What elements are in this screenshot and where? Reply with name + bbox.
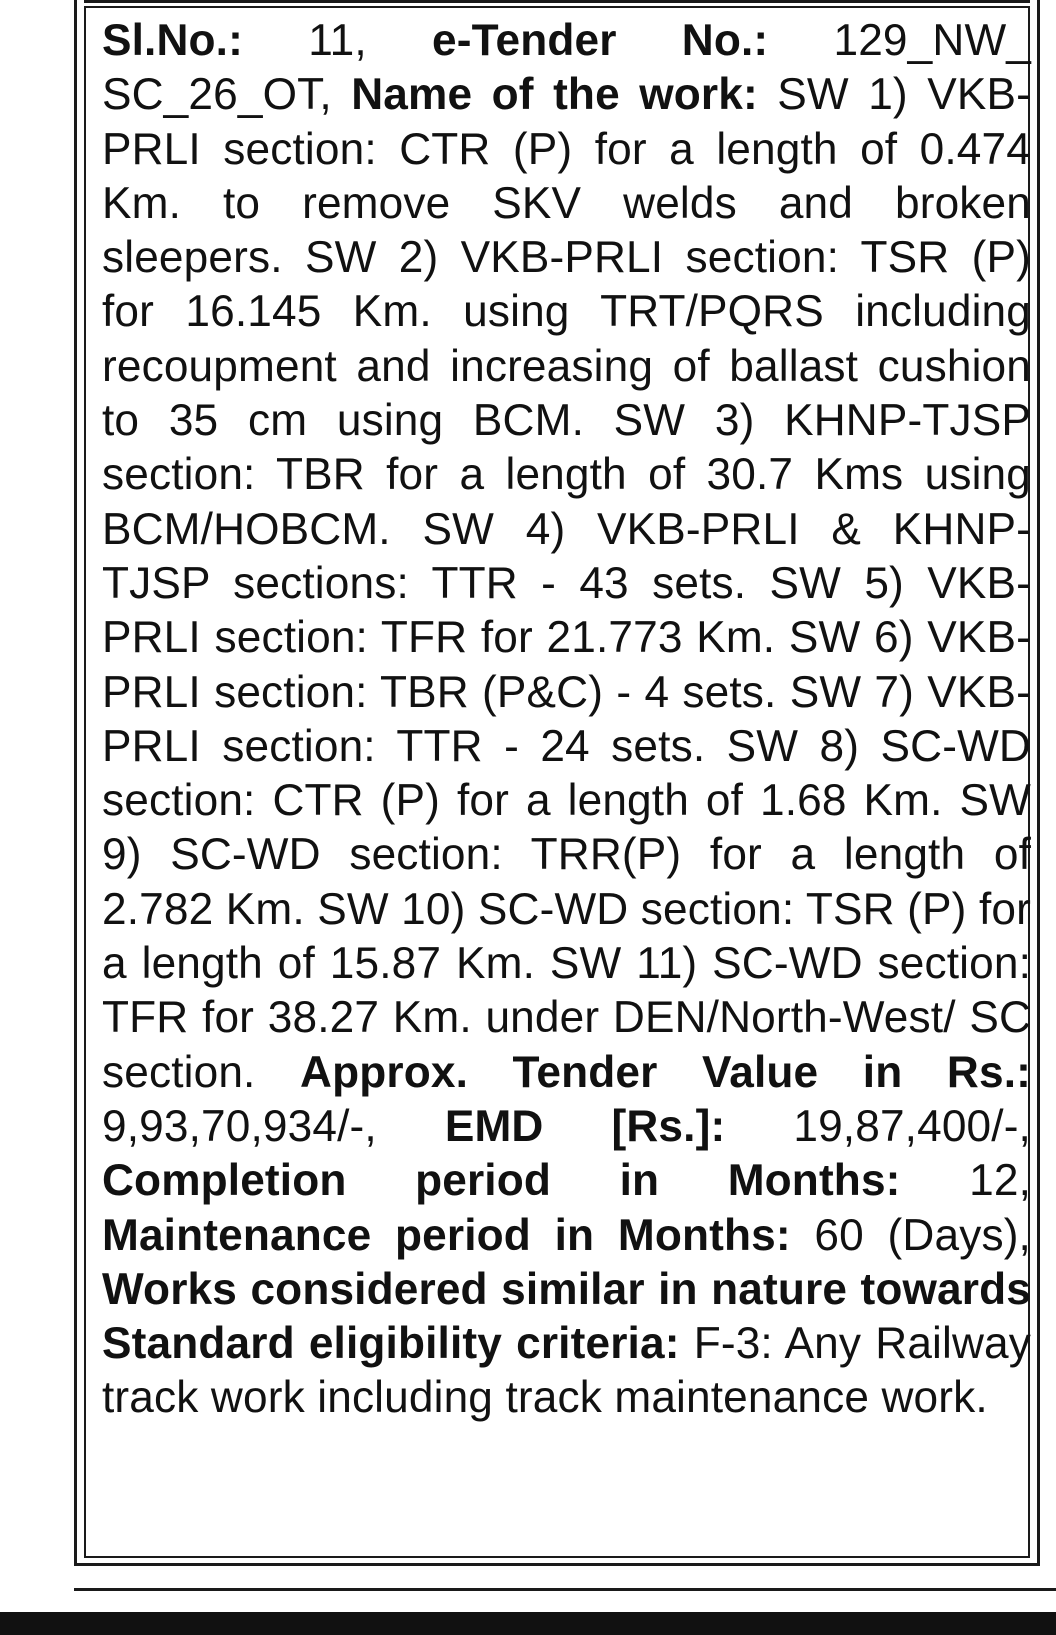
sl-no-value: 11, <box>242 16 433 65</box>
tender-notice-entry <box>102 14 1031 1426</box>
tender-value-value: 9,93,70,934/-, <box>102 1101 445 1151</box>
similar-works-value: F-3: Any Railway track work including track maintenance work. <box>102 1319 1032 1423</box>
work-name-label: Name of the work: <box>351 70 758 120</box>
bottom-bar <box>0 1612 1056 1635</box>
bottom-rule <box>74 1588 1056 1591</box>
maintenance-period-value: 60 (Days), <box>790 1210 1031 1260</box>
work-name-value: SW 1) VKB-PRLI section: CTR (P) for a length of 0.474 Km. to remove SKV welds and broken sleepers. SW 2) VKB-PRLI section: TSR (P) for 16.145 Km. using TRT/PQRS including recoupment and increasing of ballast cushion to 35 cm using BCM. SW 3) KHNP-TJSP section: TBR for a length of 30.7 Kms using BCM/HOBCM. SW 4) VKB-PRLI & KHNP-TJSP sections: TTR - 43 sets. SW 5) VKB-PRLI section: TFR for 21.773 Km. SW 6) VKB-PRLI section: TBR (P&C) - 4 sets. SW 7) VKB-PRLI section: TTR - 24 sets. SW 8) SC-WD section: CTR (P) for a length of 1.68 Km. SW 9) SC-WD section: TRR(P) for a length of 2.782 Km. SW 10) SC-WD section: TSR (P) for a length of 15.87 Km. SW 11) SC-WD section: TFR for 38.27 Km. under DEN/North-West/ SC section. <box>102 70 1031 1097</box>
maintenance-period-label: Maintenance period in Months: <box>102 1210 791 1260</box>
completion-period-label: Completion period in Months: <box>102 1156 901 1206</box>
sl-no-label: Sl.No.: <box>102 16 243 65</box>
tender-no-label: e-Tender No.: <box>432 16 769 65</box>
tender-value-label: Approx. Tender Value in Rs.: <box>300 1047 1031 1097</box>
completion-period-value: 12, <box>900 1156 1031 1206</box>
emd-value: 19,87,400/-, <box>725 1101 1031 1151</box>
similar-works-label: Works considered similar in nature towards Standard eligibility criteria: <box>102 1264 1031 1369</box>
emd-label: EMD [Rs.]: <box>444 1101 726 1151</box>
top-rule <box>84 0 1030 3</box>
tender-no-value: 129_NW_ SC_26_OT, <box>102 16 1032 120</box>
